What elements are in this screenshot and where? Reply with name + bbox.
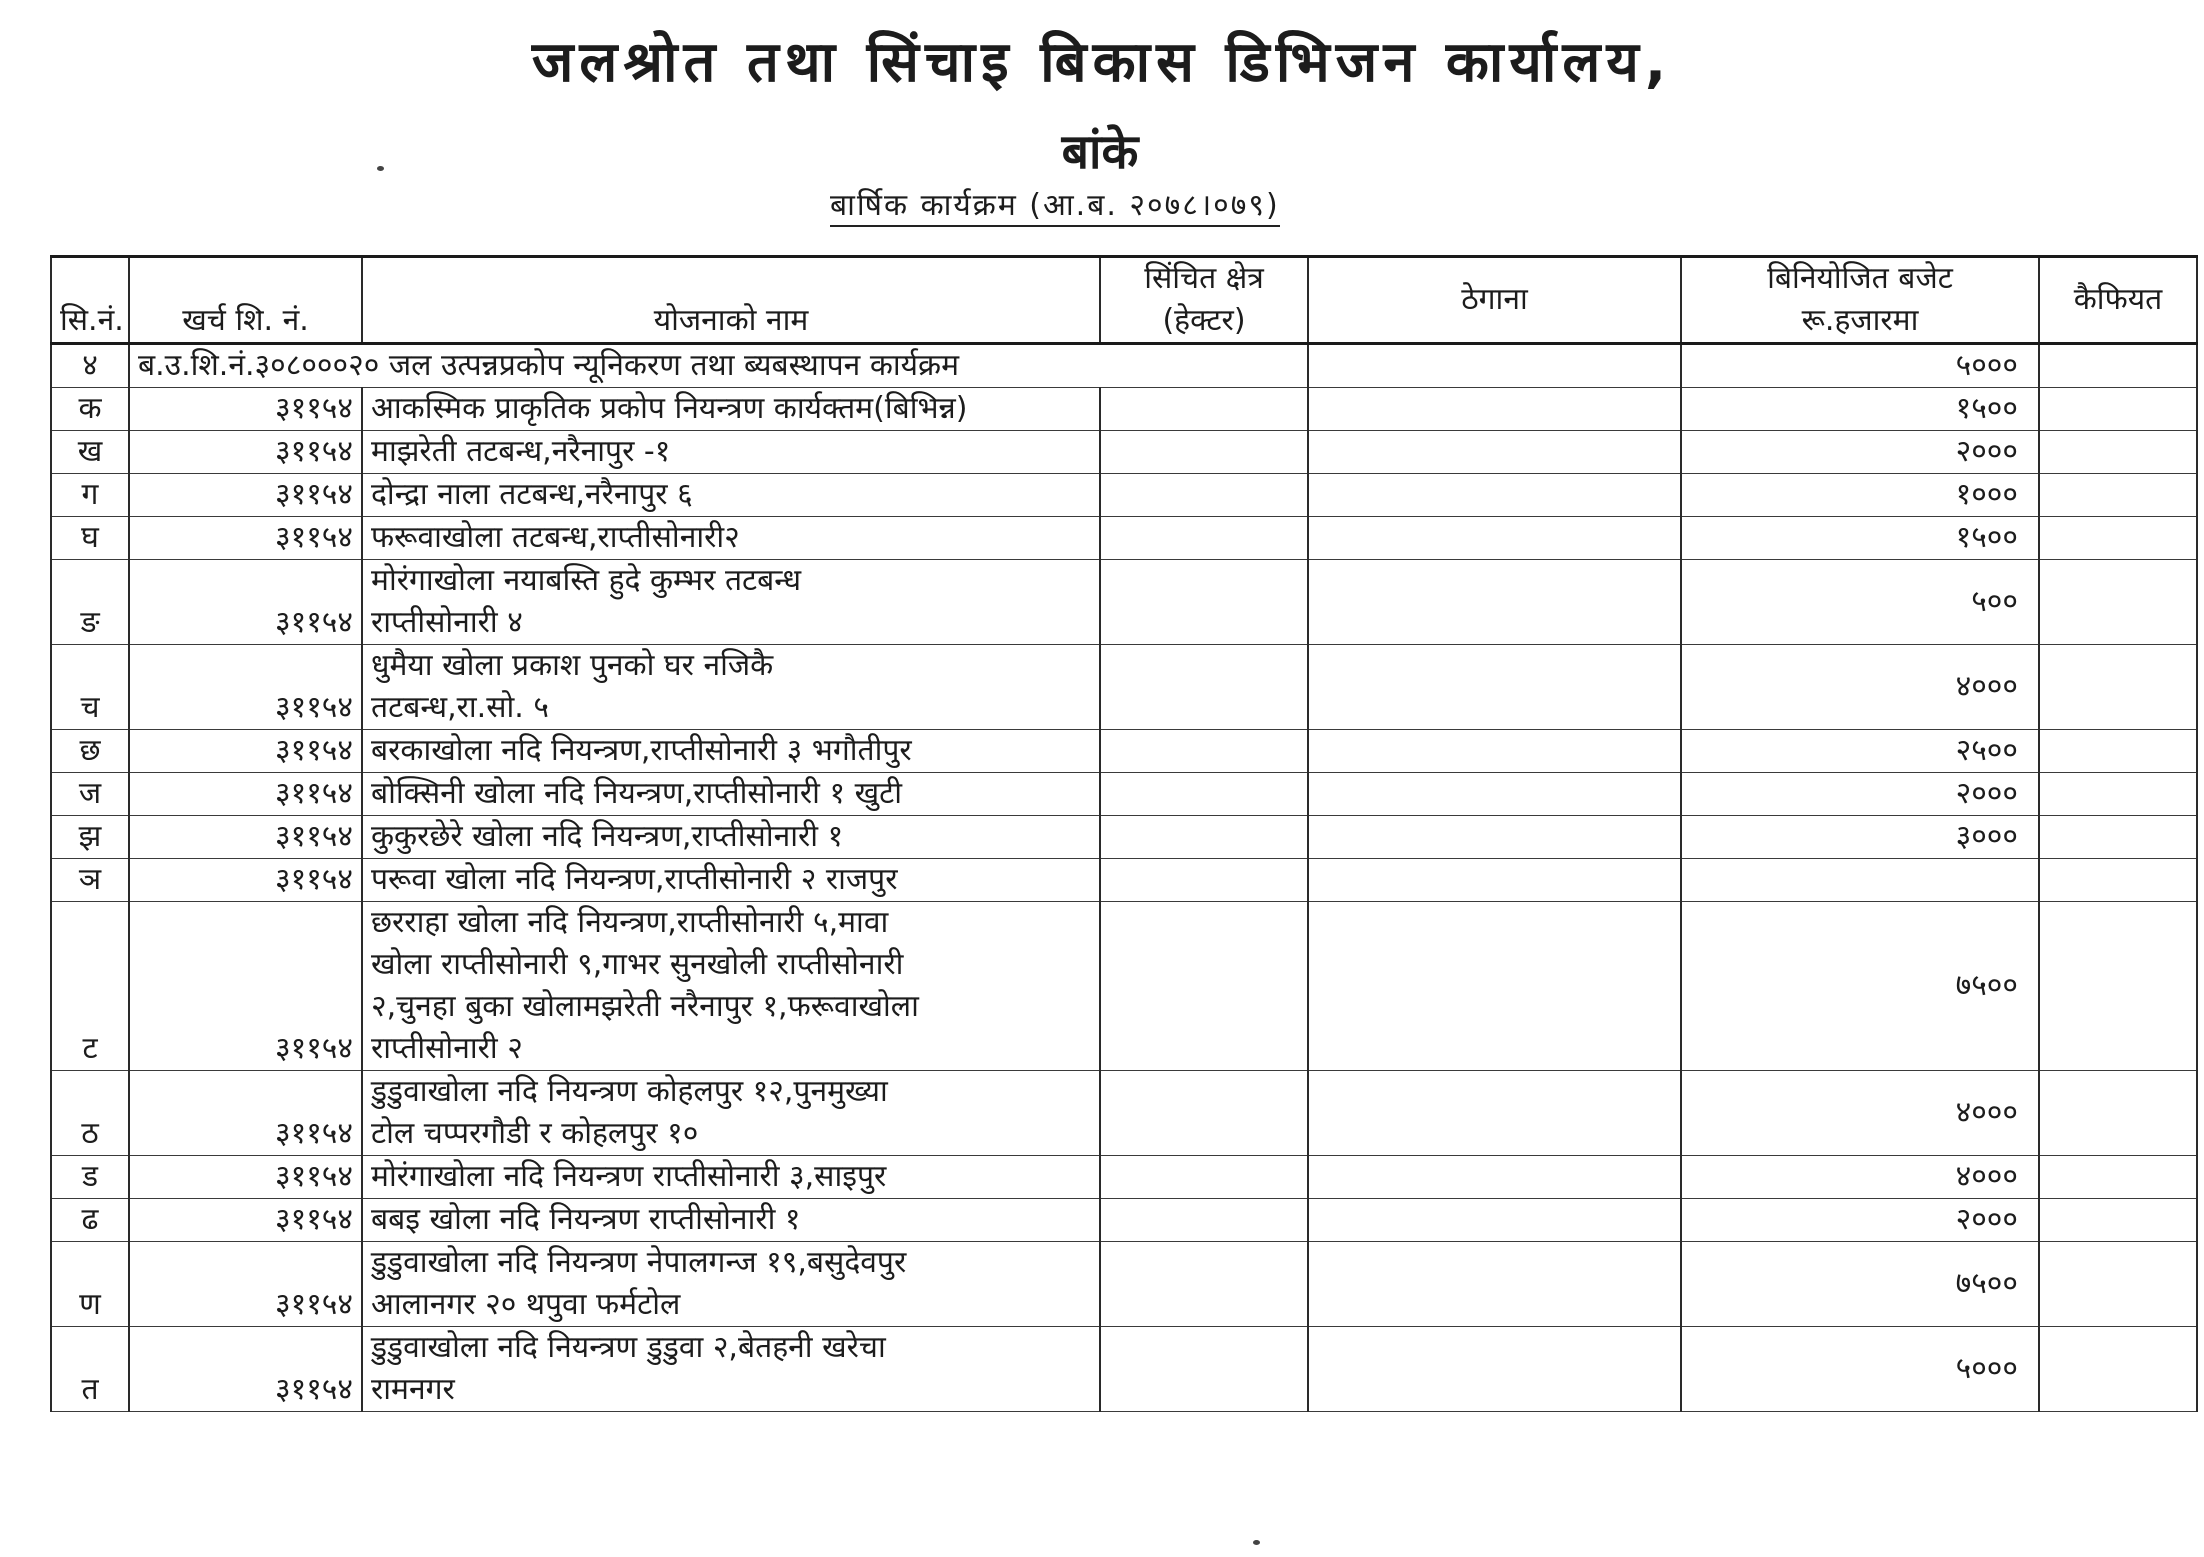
- row-address: [1308, 902, 1681, 1071]
- row-address: [1308, 1199, 1681, 1242]
- row-expense-code: ३११५४: [129, 431, 362, 474]
- project-name-line: आलानगर २० थपुवा फर्मटोल: [371, 1287, 681, 1322]
- row-irrigated-area: [1100, 474, 1308, 517]
- row-budget: ३०००: [1681, 816, 2039, 859]
- table-row: [51, 560, 2197, 645]
- row-sn: झ: [51, 816, 129, 859]
- row-project-name: [362, 474, 1100, 517]
- row-remarks: [2039, 517, 2197, 560]
- row-project-name: [362, 1156, 1100, 1199]
- row-expense-code: ३११५४: [129, 1327, 362, 1412]
- row-address: [1308, 773, 1681, 816]
- project-name-line: डुडुवाखोला नदि नियन्त्रण नेपालगन्ज १९,बसुदेवपुर: [371, 1245, 907, 1280]
- row-sn: छ: [51, 730, 129, 773]
- row-project-name: [362, 1199, 1100, 1242]
- row-project-name: [362, 816, 1100, 859]
- table-row: [51, 1199, 2197, 1242]
- row-budget: ७५००: [1681, 1242, 2039, 1327]
- table-row: [51, 816, 2197, 859]
- row-remarks: [2039, 859, 2197, 902]
- row-project-name: [362, 431, 1100, 474]
- row-irrigated-area: [1100, 859, 1308, 902]
- project-name-line: कुकुरछेरे खोला नदि नियन्त्रण,राप्तीसोनारी १: [371, 819, 844, 854]
- row-project-name: [362, 1327, 1100, 1412]
- header-expense-code: खर्च शि. नं.: [129, 257, 362, 344]
- row-sn: ड: [51, 1156, 129, 1199]
- row-budget: ७५००: [1681, 902, 2039, 1071]
- row-irrigated-area: [1100, 560, 1308, 645]
- row-address: [1308, 474, 1681, 517]
- table-row: [51, 1242, 2197, 1327]
- row-budget: ४०००: [1681, 1156, 2039, 1199]
- row-remarks: [2039, 474, 2197, 517]
- row-project-name: [362, 517, 1100, 560]
- row-irrigated-area: [1100, 388, 1308, 431]
- project-name-line: टोल चप्परगौडी र कोहलपुर १०: [371, 1116, 699, 1151]
- row-expense-code: ३११५४: [129, 902, 362, 1071]
- row-irrigated-area: [1100, 645, 1308, 730]
- table-row: [51, 1327, 2197, 1412]
- row-remarks: [2039, 1156, 2197, 1199]
- header-remarks: कैफियत: [2039, 257, 2197, 344]
- row-sn: ज: [51, 773, 129, 816]
- row-expense-code: ३११५४: [129, 560, 362, 645]
- row-sn: ख: [51, 431, 129, 474]
- row-expense-code: ३११५४: [129, 730, 362, 773]
- row-address: [1308, 1242, 1681, 1327]
- project-name-line: परूवा खोला नदि नियन्त्रण,राप्तीसोनारी २ राजपुर: [371, 862, 898, 897]
- row-expense-code: ३११५४: [129, 773, 362, 816]
- project-name-line: रामनगर: [371, 1372, 455, 1407]
- section-budget: ५०००: [1681, 344, 2039, 388]
- row-address: [1308, 560, 1681, 645]
- row-irrigated-area: [1100, 1156, 1308, 1199]
- header-budget: [1681, 257, 2039, 344]
- row-irrigated-area: [1100, 1242, 1308, 1327]
- row-project-name: [362, 560, 1100, 645]
- row-sn: ण: [51, 1242, 129, 1327]
- table-row: [51, 474, 2197, 517]
- row-remarks: [2039, 560, 2197, 645]
- table-row: [51, 1071, 2197, 1156]
- section-address: [1308, 344, 1681, 388]
- project-name-line: बबइ खोला नदि नियन्त्रण राप्तीसोनारी १: [371, 1202, 801, 1237]
- header-budget-label: बिनियोजित बजेट: [1767, 261, 1953, 296]
- table-row: [51, 431, 2197, 474]
- row-irrigated-area: [1100, 730, 1308, 773]
- row-remarks: [2039, 730, 2197, 773]
- header-irrigated-area-label: सिंचित क्षेत्र: [1144, 261, 1264, 296]
- section-title: ब.उ.शि.नं.३०८०००२० जल उत्पन्नप्रकोप न्यूनिकरण तथा ब्यबस्थापन कार्यक्रम: [129, 344, 1308, 388]
- table-row: [51, 388, 2197, 431]
- row-remarks: [2039, 1242, 2197, 1327]
- row-sn: च: [51, 645, 129, 730]
- project-name-line: आकस्मिक प्राकृतिक प्रकोप नियन्त्रण कार्यक्तम(बिभिन्न): [371, 391, 968, 426]
- row-remarks: [2039, 1327, 2197, 1412]
- row-expense-code: ३११५४: [129, 859, 362, 902]
- header-budget-unit: रू.हजारमा: [1801, 303, 1919, 338]
- row-project-name: [362, 859, 1100, 902]
- row-address: [1308, 645, 1681, 730]
- row-expense-code: ३११५४: [129, 645, 362, 730]
- table-row: [51, 773, 2197, 816]
- project-name-line: राप्तीसोनारी ४: [371, 605, 523, 640]
- table-row: [51, 645, 2197, 730]
- table-row: [51, 1156, 2197, 1199]
- ink-speck: [1253, 1540, 1260, 1545]
- project-name-line: डुडुवाखोला नदि नियन्त्रण डुडुवा २,बेतहनी खरेचा: [371, 1330, 886, 1365]
- table-row: [51, 902, 2197, 1071]
- row-expense-code: ३११५४: [129, 1156, 362, 1199]
- row-irrigated-area: [1100, 902, 1308, 1071]
- row-irrigated-area: [1100, 1199, 1308, 1242]
- row-remarks: [2039, 431, 2197, 474]
- row-sn: घ: [51, 517, 129, 560]
- project-name-line: बरकाखोला नदि नियन्त्रण,राप्तीसोनारी ३ भगौतीपुर: [371, 733, 912, 768]
- row-remarks: [2039, 388, 2197, 431]
- row-project-name: [362, 730, 1100, 773]
- project-name-line: दोन्द्रा नाला तटबन्ध,नरैनापुर ६: [371, 477, 693, 512]
- row-remarks: [2039, 816, 2197, 859]
- section-remarks: [2039, 344, 2197, 388]
- row-remarks: [2039, 1199, 2197, 1242]
- row-budget: ५००: [1681, 560, 2039, 645]
- row-budget: २०००: [1681, 431, 2039, 474]
- row-address: [1308, 730, 1681, 773]
- row-address: [1308, 859, 1681, 902]
- project-name-line: फरूवाखोला तटबन्ध,राप्तीसोनारी२: [371, 520, 740, 555]
- row-irrigated-area: [1100, 431, 1308, 474]
- project-name-line: राप्तीसोनारी २: [371, 1031, 523, 1066]
- row-expense-code: ३११५४: [129, 1242, 362, 1327]
- row-address: [1308, 1071, 1681, 1156]
- row-irrigated-area: [1100, 816, 1308, 859]
- row-project-name: [362, 902, 1100, 1071]
- row-address: [1308, 388, 1681, 431]
- row-address: [1308, 431, 1681, 474]
- program-title: बार्षिक कार्यक्रम (आ.ब. २०७८।०७९): [830, 183, 1280, 227]
- row-expense-code: ३११५४: [129, 816, 362, 859]
- table-body: [51, 344, 2197, 1412]
- header-sn: सि.नं.: [51, 257, 129, 344]
- row-address: [1308, 517, 1681, 560]
- row-project-name: [362, 1071, 1100, 1156]
- row-budget: २५००: [1681, 730, 2039, 773]
- row-sn: ट: [51, 902, 129, 1071]
- row-project-name: [362, 1242, 1100, 1327]
- row-budget: २०००: [1681, 1199, 2039, 1242]
- row-budget: १५००: [1681, 388, 2039, 431]
- row-address: [1308, 1327, 1681, 1412]
- row-remarks: [2039, 773, 2197, 816]
- row-sn: क: [51, 388, 129, 431]
- row-expense-code: ३११५४: [129, 388, 362, 431]
- row-budget: ४०००: [1681, 1071, 2039, 1156]
- row-budget: ४०००: [1681, 645, 2039, 730]
- row-sn: ञ: [51, 859, 129, 902]
- row-irrigated-area: [1100, 517, 1308, 560]
- table-row: [51, 730, 2197, 773]
- project-name-line: माझरेती तटबन्ध,नरैनापुर -१: [371, 434, 671, 469]
- section-row: [51, 344, 2197, 388]
- row-address: [1308, 816, 1681, 859]
- row-sn: त: [51, 1327, 129, 1412]
- row-remarks: [2039, 902, 2197, 1071]
- row-budget: १५००: [1681, 517, 2039, 560]
- project-name-line: बोक्सिनी खोला नदि नियन्त्रण,राप्तीसोनारी १ खुटी: [371, 776, 903, 811]
- project-name-line: धुमैया खोला प्रकाश पुनको घर नजिकै: [371, 648, 774, 683]
- row-budget: [1681, 859, 2039, 902]
- row-budget: २०००: [1681, 773, 2039, 816]
- row-budget: १०००: [1681, 474, 2039, 517]
- row-remarks: [2039, 645, 2197, 730]
- row-budget: ५०००: [1681, 1327, 2039, 1412]
- row-expense-code: ३११५४: [129, 1199, 362, 1242]
- project-name-line: तटबन्ध,रा.सो. ५: [371, 690, 549, 725]
- row-expense-code: ३११५४: [129, 474, 362, 517]
- row-irrigated-area: [1100, 1327, 1308, 1412]
- program-table-container: [50, 255, 2176, 1534]
- ink-speck: [377, 166, 384, 171]
- table-row: [51, 517, 2197, 560]
- row-project-name: [362, 773, 1100, 816]
- row-address: [1308, 1156, 1681, 1199]
- row-project-name: [362, 645, 1100, 730]
- header-irrigated-area-unit: (हेक्टर): [1162, 303, 1246, 338]
- row-sn: ठ: [51, 1071, 129, 1156]
- row-sn: ङ: [51, 560, 129, 645]
- table-header-row: [51, 257, 2197, 344]
- project-name-line: छरराहा खोला नदि नियन्त्रण,राप्तीसोनारी ५,मावा: [371, 905, 889, 940]
- header-address: ठेगाना: [1308, 257, 1681, 344]
- project-name-line: खोला राप्तीसोनारी ९,गाभर सुनखोली राप्तीसोनारी: [371, 947, 904, 982]
- project-name-line: मोरंगाखोला नयाबस्ति हुदे कुम्भर तटबन्ध: [371, 563, 802, 598]
- row-irrigated-area: [1100, 773, 1308, 816]
- row-irrigated-area: [1100, 1071, 1308, 1156]
- row-sn: ढ: [51, 1199, 129, 1242]
- program-table: [50, 255, 2198, 1412]
- project-name-line: डुडुवाखोला नदि नियन्त्रण कोहलपुर १२,पुनमुख्या: [371, 1074, 888, 1109]
- office-location: बांके: [1061, 124, 1139, 180]
- row-expense-code: ३११५४: [129, 517, 362, 560]
- table-row: [51, 859, 2197, 902]
- section-sn: ४: [51, 344, 129, 388]
- header-project-name: योजनाको नाम: [362, 257, 1100, 344]
- row-sn: ग: [51, 474, 129, 517]
- office-title: जलश्रोत तथा सिंचाइ बिकास डिभिजन कार्यालय,: [531, 30, 1673, 95]
- project-name-line: मोरंगाखोला नदि नियन्त्रण राप्तीसोनारी ३,साइपुर: [371, 1159, 887, 1194]
- row-expense-code: ३११५४: [129, 1071, 362, 1156]
- header-irrigated-area: [1100, 257, 1308, 344]
- row-project-name: [362, 388, 1100, 431]
- project-name-line: २,चुनहा बुका खोलामझरेती नरैनापुर १,फरूवाखोला: [371, 989, 919, 1024]
- row-remarks: [2039, 1071, 2197, 1156]
